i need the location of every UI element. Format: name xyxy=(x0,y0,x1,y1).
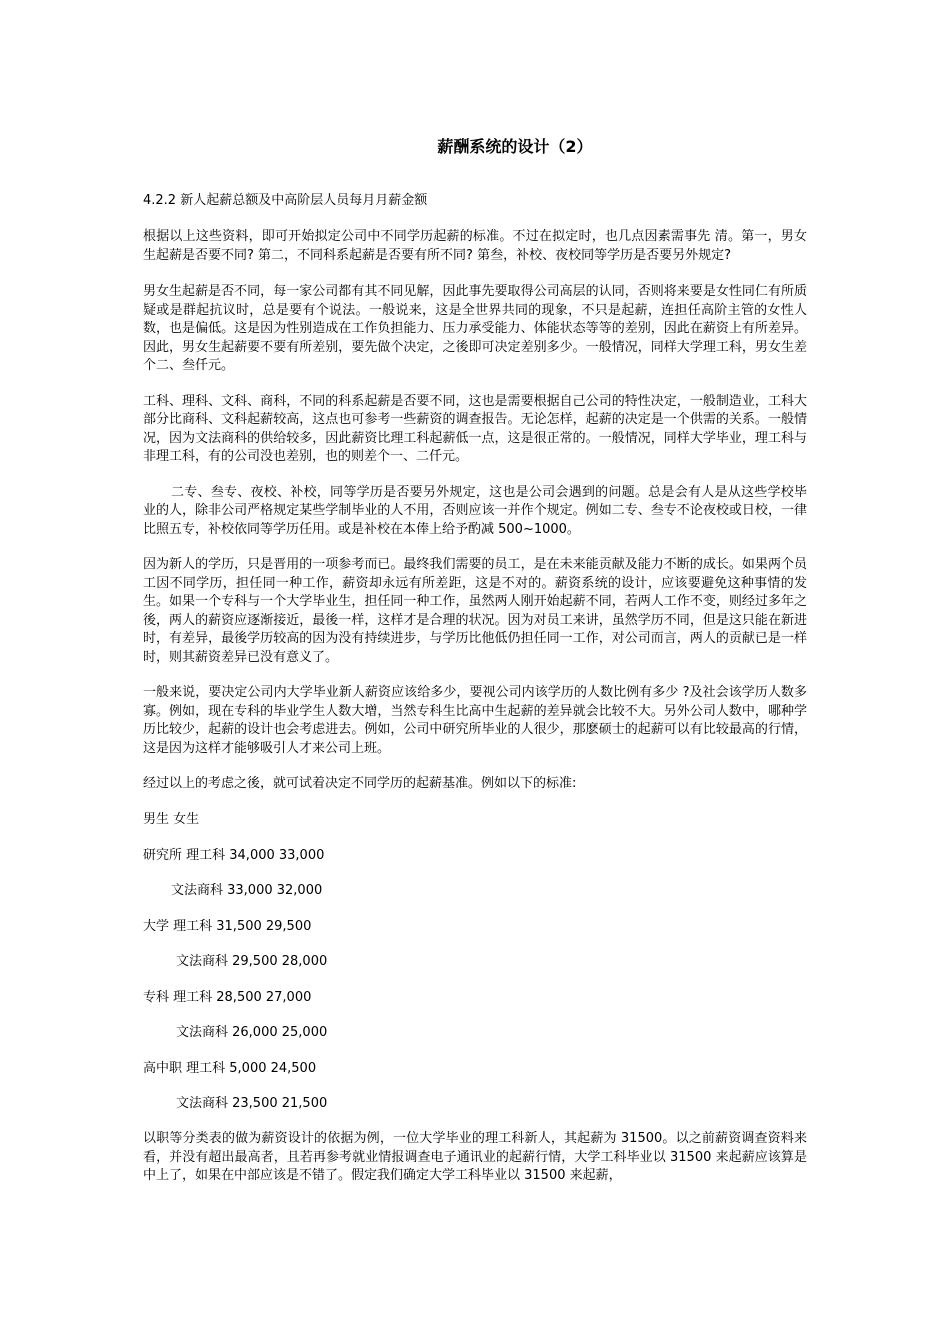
salary-table-row: 专科 理工科 28,500 27,000 xyxy=(143,989,312,1005)
closing-paragraph: 以职等分类表的做为薪资设计的依据为例，一位大学毕业的理工科新人，其起薪为 31500。以之前薪资调查资料来看，并没有超出最高者，且若再参考就业情报调查电子通讯业的起薪行情，大学工科毕业以 31500 来起薪应该算是中上了，如果在中部应该是不错了。假定我们确定大学工科毕业以 31500 来起薪， xyxy=(143,1131,807,1183)
paragraph-3: 工科、理科、文科、商科，不同的科系起薪是否要不同，这也是需要根据自己公司的特性决定，一般制造业，工科大部分比商科、文科起薪较高，这点也可参考一些薪资的调查报告。无论怎样，起薪的决定是一个供需的关系。一般情况，因为文法商科的供给较多，因此薪资比理工科起薪低一点，这是很正常的。一般情况，同样大学毕业，理工科与非理工科，有的公司没也差别，也的则差个一、二仟元。 xyxy=(143,393,807,464)
salary-table-row: 文法商科 23,500 21,500 xyxy=(176,1096,328,1111)
salary-table-row: 大学 理工科 31,500 29,500 xyxy=(143,918,312,934)
salary-table-row: 高中职 理工科 5,000 24,500 xyxy=(143,1060,317,1076)
paragraph-6: 一般来说，要决定公司内大学毕业新人薪资应该给多少，要视公司内该学历的人数比例有多少 ?及社会该学历人数多寡。例如，现在专科的毕业学生人数大增，当然专科生比高中生起薪的差异就会比较不大。另外公司人数中，哪种学历比较少，起薪的设计也会考虑进去。例如，公司中研究所毕业的人很少，那麽硕士的起薪可以有比较最高的行情，这是因为这样才能够吸引人才来公司上班。 xyxy=(143,685,807,756)
paragraph-2: 男女生起薪是否不同，每一家公司都有其不同见解，因此事先要取得公司高层的认同，否则将来要是女性同仁有所质疑或是群起抗议时，总是要有个说法。一般说来，这是全世界共同的现象，不只是起薪，连担任高阶主管的女性人数，也是偏低。这是因为性别造成在工作负担能力、压力承受能力、体能状态等等的差别，因此在薪资上有所差异。因此，男女生起薪要不要有所差别，要先做个决定，之後即可决定差别多少。一般情况，同样大学理工科，男女生差个二、叁仟元。 xyxy=(143,284,807,373)
paragraph-7: 经过以上的考虑之後，就可试着决定不同学历的起薪基准。例如以下的标准: xyxy=(143,776,577,791)
paragraph-1: 根据以上这些资料，即可开始拟定公司中不同学历起薪的标准。不过在拟定时，也几点因素需事先 清。第一，男女生起薪是否要不同? 第二，不同科系起薪是否要有所不同? 第叁，补校、夜校同等学历是否要另外规定? xyxy=(143,229,807,263)
salary-table xyxy=(143,811,807,1113)
salary-table-row: 文法商科 26,000 25,000 xyxy=(176,1025,328,1040)
section-heading: 4.2.2 新人起薪总额及中高阶层人员每月月薪金额 xyxy=(143,193,428,208)
salary-table-row: 研究所 理工科 34,000 33,000 xyxy=(143,847,325,863)
document-page xyxy=(143,136,807,1186)
paragraph-4: 二专、叁专、夜校、补校，同等学历是否要另外规定，这也是公司会遇到的问题。总是会有人是从这些学校毕业的人，除非公司严格规定某些学制毕业的人不用，否则应该一并作个规定。例如二专、叁专不论夜校或日校，一律比照五专，补校依同等学历任用。或是补校在本俸上给予酌减 500~1000。 xyxy=(143,484,807,537)
paragraph-5: 因为新人的学历，只是晋用的一项参考而已。最终我们需要的员工，是在未来能贡献及能力不断的成长。如果两个员工因不同学历，担任同一种工作，薪资却永远有所差距，这是不对的。薪资系统的设计，应该要避免这种事情的发生。如果一个专科与一个大学毕业生，担任同一种工作，虽然两人刚开始起薪不同，若两人工作不变，则经过多年之後，两人的薪资应逐渐接近，最後一样，这样才是合理的状况。因为对员工来讲，虽然学历不同，但是这只能在新进时，有差异，最後学历较高的因为没有持续进步，与学历比他低仍担任同一工作，对公司而言，两人的贡献已是一样时，则其薪资差异已没有意义了。 xyxy=(143,557,807,665)
document-title: 薪酬系统的设计（2） xyxy=(437,137,593,156)
salary-table-row: 文法商科 29,500 28,000 xyxy=(176,954,328,969)
salary-table-header: 男生 女生 xyxy=(143,812,200,827)
salary-table-row: 文法商科 33,000 32,000 xyxy=(171,883,323,898)
